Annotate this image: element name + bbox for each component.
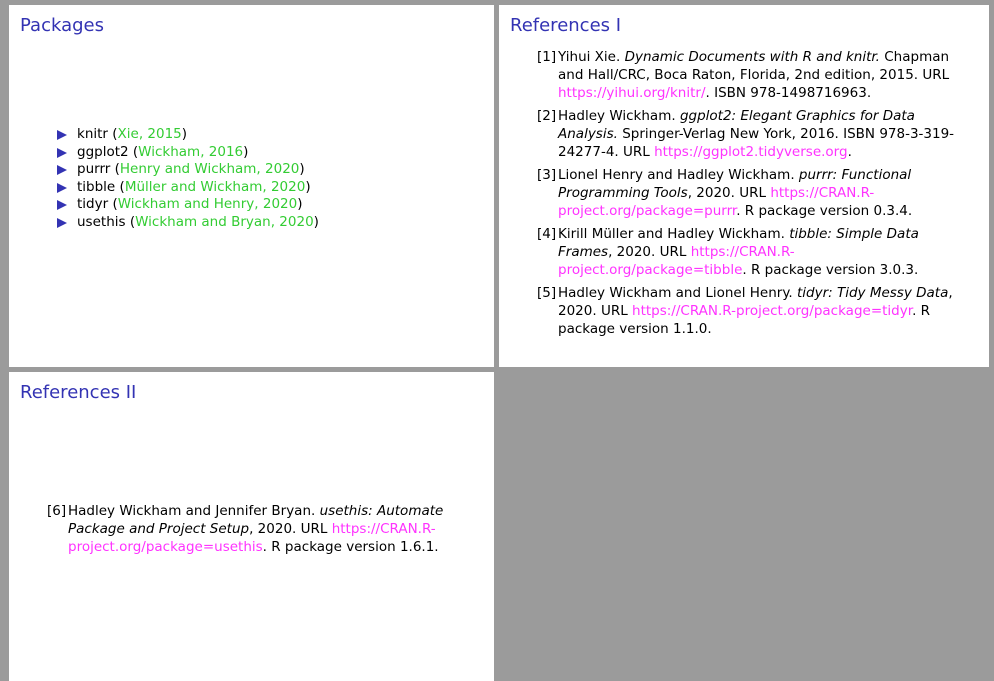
reference-suffix: . R package version 0.3.4.: [736, 203, 913, 219]
reference-url-link[interactable]: https://yihui.org/knitr/: [558, 85, 706, 101]
reference-details: , 2020. URL: [558, 285, 953, 319]
citation-link[interactable]: Wickham and Henry, 2020: [117, 196, 298, 212]
package-name: tibble: [77, 178, 116, 195]
reference-suffix: . R package version 1.1.0.: [558, 303, 931, 337]
reference-authors: Yihui Xie.: [558, 49, 625, 65]
reference-label: [1]: [537, 49, 557, 65]
reference-suffix: . ISBN 978-1498716963.: [705, 85, 872, 101]
citation-link[interactable]: Henry and Wickham, 2020: [119, 161, 300, 177]
triangle-bullet-icon: [57, 183, 67, 193]
triangle-bullet-icon: [57, 218, 67, 228]
reference-title: usethis: Automate Package and Project Setup: [68, 503, 444, 537]
reference-suffix: . R package version 3.0.3.: [742, 262, 919, 278]
reference-url-link[interactable]: https://ggplot2.tidyverse.org: [654, 144, 848, 160]
reference-details: , 2020. URL: [687, 185, 771, 201]
reference-entry-2: [537, 107, 957, 161]
slide-title: References II: [20, 382, 137, 403]
package-name: purrr: [77, 161, 111, 177]
reference-url-link[interactable]: https://CRAN.R-project.org/package=purrr: [558, 185, 875, 219]
reference-title: tibble: Simple Data Frames: [558, 226, 919, 260]
reference-authors: Kirill Müller and Hadley Wickham.: [558, 226, 790, 242]
reference-title: purrr: Functional Programming Tools: [558, 167, 912, 201]
references-1-slide: [499, 5, 989, 367]
reference-authors: Hadley Wickham.: [558, 108, 680, 124]
reference-title: Dynamic Documents with R and knitr.: [624, 49, 880, 65]
package-name: ggplot2: [77, 143, 129, 160]
reference-label: [5]: [537, 285, 557, 301]
reference-details: , 2020. URL: [608, 244, 691, 260]
package-name: tidyr: [77, 196, 109, 212]
reference-label: [6]: [47, 503, 67, 519]
reference-list: [47, 502, 457, 561]
package-item-tibble: tibble (Müller and Wickham, 2020): [57, 179, 319, 197]
reference-url-link[interactable]: https://CRAN.R-project.org/package=usethis: [68, 521, 436, 555]
slide-title: References I: [510, 15, 622, 36]
reference-authors: Hadley Wickham and Jennifer Bryan.: [68, 503, 320, 519]
package-name: knitr: [77, 126, 108, 142]
reference-entry-5: [537, 284, 957, 338]
reference-details: Chapman and Hall/CRC, Boca Raton, Florida, 2nd edition, 2015. URL: [558, 49, 950, 83]
reference-suffix: .: [847, 144, 852, 160]
triangle-bullet-icon: [57, 148, 67, 158]
reference-details: Springer-Verlag New York, 2016. ISBN 978-3-319-24277-4. URL: [558, 126, 955, 160]
package-list: [57, 126, 319, 231]
package-item-purrr: purrr (Henry and Wickham, 2020): [57, 161, 319, 179]
package-item-tidyr: tidyr (Wickham and Henry, 2020): [57, 196, 319, 214]
package-item-usethis: usethis (Wickham and Bryan, 2020): [57, 214, 319, 232]
reference-label: [4]: [537, 226, 557, 242]
reference-authors: Lionel Henry and Hadley Wickham.: [558, 167, 799, 183]
citation-link[interactable]: Xie, 2015: [117, 126, 182, 142]
triangle-bullet-icon: [57, 130, 67, 140]
citation-link[interactable]: Müller and Wickham, 2020: [124, 178, 306, 195]
reference-entry-3: [537, 166, 957, 220]
reference-url-link[interactable]: https://CRAN.R-project.org/package=tibble: [558, 244, 795, 278]
packages-slide: [9, 5, 494, 367]
reference-url-link[interactable]: https://CRAN.R-project.org/package=tidyr: [632, 303, 913, 319]
triangle-bullet-icon: [57, 165, 67, 175]
reference-list: [537, 48, 957, 343]
reference-label: [2]: [537, 108, 557, 124]
package-name: usethis: [77, 213, 126, 230]
reference-suffix: . R package version 1.6.1.: [262, 539, 439, 555]
reference-entry-1: [537, 48, 957, 102]
references-2-slide: [9, 372, 494, 681]
reference-label: [3]: [537, 167, 557, 183]
reference-entry-6: [47, 502, 457, 556]
package-item-ggplot2: ggplot2 (Wickham, 2016): [57, 144, 319, 162]
reference-title: ggplot2: Elegant Graphics for Data Analysis.: [558, 108, 915, 142]
reference-title: tidyr: Tidy Messy Data: [796, 285, 949, 301]
slide-title: Packages: [20, 15, 104, 36]
citation-link[interactable]: Wickham and Bryan, 2020: [135, 213, 314, 230]
reference-details: , 2020. URL: [249, 521, 332, 537]
reference-authors: Hadley Wickham and Lionel Henry.: [558, 285, 797, 301]
citation-link[interactable]: Wickham, 2016: [138, 143, 244, 160]
triangle-bullet-icon: [57, 200, 67, 210]
package-item-knitr: knitr (Xie, 2015): [57, 126, 319, 144]
reference-entry-4: [537, 225, 957, 279]
